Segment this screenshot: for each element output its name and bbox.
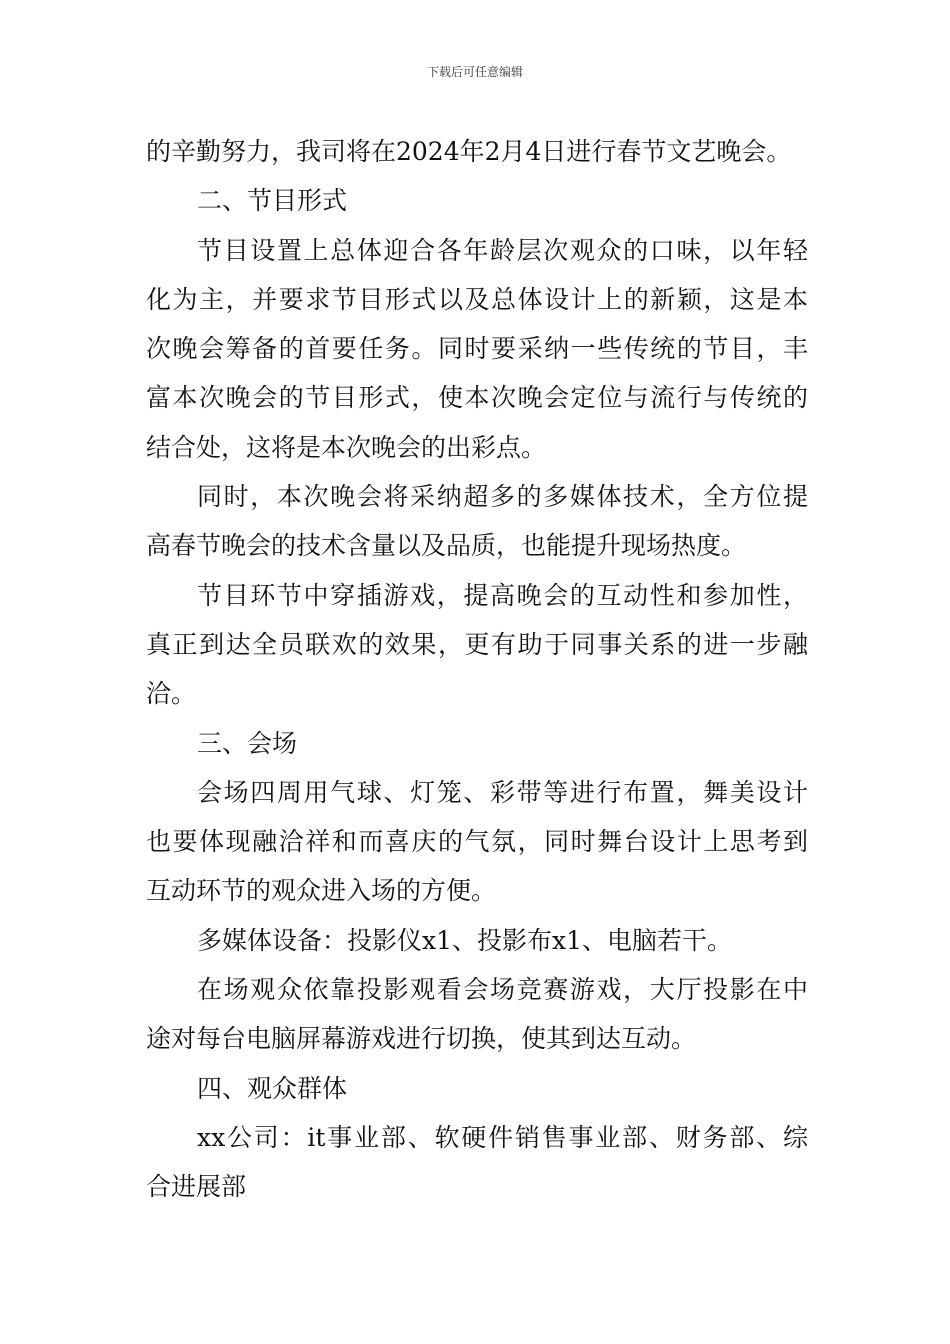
paragraph-line: 同时，本次晚会将采纳超多的多媒体技术，全方位提 <box>197 482 808 512</box>
paragraph-line: 节目设置上总体迎合各年龄层次观众的口味，以年轻 <box>197 235 808 265</box>
paragraph-line: 合进展部 <box>146 1172 247 1202</box>
paragraph-line: 洽。 <box>146 679 197 709</box>
paragraph-line: 途对每台电脑屏幕游戏进行切换，使其到达互动。 <box>146 1024 697 1054</box>
paragraph-line: 的辛勤努力，我司将在2024年2月4日进行春节文艺晚会。 <box>146 137 792 166</box>
paragraph-line: 也要体现融洽祥和而喜庆的气氛，同时舞台设计上思考到 <box>146 827 808 857</box>
paragraph-line: 节目环节中穿插游戏，提高晚会的互动性和参加性， <box>197 580 808 610</box>
paragraph-line: 会场四周用气球、灯笼、彩带等进行布置，舞美设计 <box>197 777 808 807</box>
paragraph-line: 多媒体设备：投影仪x1、投影布x1、电脑若干。 <box>197 925 733 955</box>
document-body <box>146 127 808 1212</box>
paragraph-line: xx公司：it事业部、软硬件销售事业部、财务部、综 <box>197 1122 808 1152</box>
paragraph-line: 富本次晚会的节目形式，使本次晚会定位与流行与传统的 <box>146 383 808 413</box>
paragraph-line: 化为主，并要求节目形式以及总体设计上的新颖，这是本 <box>146 284 808 314</box>
section-heading-venue: 三、会场 <box>197 728 298 758</box>
paragraph-line: 在场观众依靠投影观看会场竞赛游戏，大厅投影在中 <box>197 975 808 1005</box>
paragraph-line: 次晚会筹备的首要任务。同时要采纳一些传统的节目，丰 <box>146 334 808 364</box>
paragraph-line: 互动环节的观众进入场的方便。 <box>146 876 497 906</box>
section-heading-audience: 四、观众群体 <box>197 1073 348 1103</box>
page-header-note: 下载后可任意编辑 <box>426 65 523 79</box>
paragraph-line: 结合处，这将是本次晚会的出彩点。 <box>146 432 547 462</box>
section-heading-program-format: 二、节目形式 <box>197 186 348 216</box>
paragraph-line: 真正到达全员联欢的效果，更有助于同事关系的进一步融 <box>146 629 808 659</box>
paragraph-line: 高春节晚会的技术含量以及品质，也能提升现场热度。 <box>146 531 747 561</box>
